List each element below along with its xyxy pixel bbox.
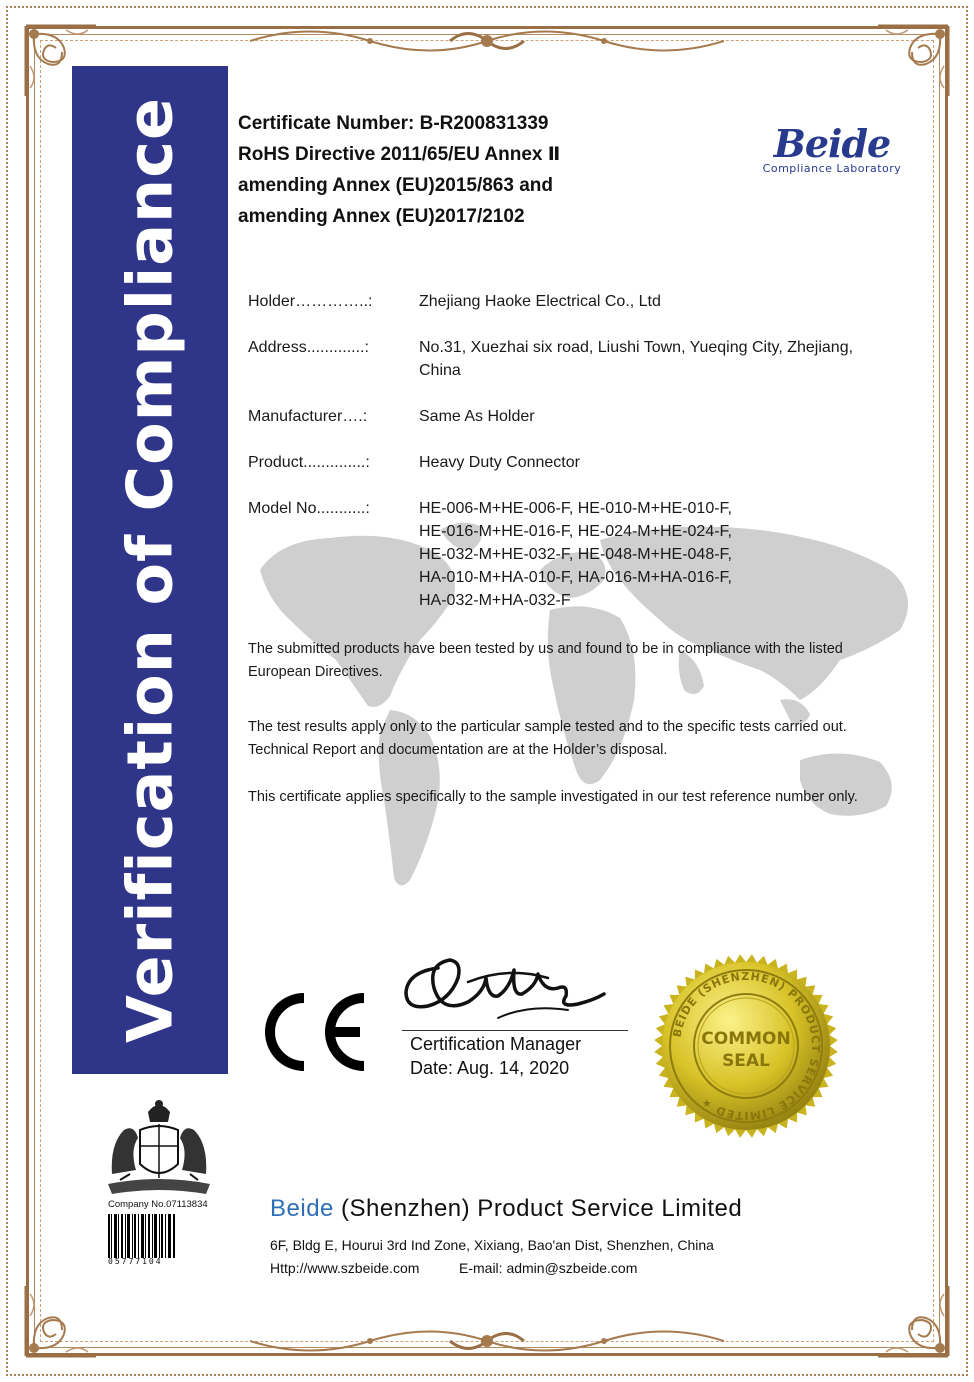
- product-row: [248, 451, 928, 474]
- svg-text:BEIDE (SHENZHEN) PRODUCT SERVI: BEIDE (SHENZHEN) PRODUCT SERVICE LIMITED ★: [670, 969, 823, 1123]
- issue-date: Date: Aug. 14, 2020: [410, 1058, 570, 1078]
- address-line: No.31, Xuezhai six road, Liushi Town, Yueqing City, Zhejiang,: [419, 339, 854, 356]
- compliance-statement: [248, 638, 920, 684]
- scope-statement: [248, 786, 920, 809]
- gold-seal-icon: [652, 952, 840, 1140]
- address-value: [419, 336, 928, 382]
- barcode-digits: 05777104: [108, 1257, 163, 1266]
- issuer-website: Http://www.szbeide.com: [270, 1260, 420, 1276]
- amending-line-1: amending Annex (EU)2015/863 and: [238, 175, 554, 196]
- issuer-name: [270, 1194, 742, 1224]
- manufacturer-label: Manufacturer….:: [248, 408, 368, 425]
- barcode-icon: [108, 1214, 176, 1258]
- paragraph-line: The submitted products have been tested by us and found to be in compliance with the listed: [248, 641, 843, 657]
- address-line: China: [419, 362, 461, 379]
- manufacturer-value: Same As Holder: [419, 408, 535, 425]
- holder-label: Holder…………..:: [248, 293, 373, 310]
- paragraph-line: European Directives.: [248, 664, 383, 680]
- model-line: HE-016-M+HE-016-F, HE-024-M+HE-024-F,: [419, 523, 732, 540]
- coat-of-arms-icon: [100, 1094, 218, 1198]
- bottom-scroll-ornament-icon: [250, 1320, 724, 1362]
- logo-wordmark: Beide: [773, 121, 891, 166]
- ce-mark-icon: [256, 990, 370, 1074]
- product-value: Heavy Duty Connector: [419, 454, 580, 471]
- signature-icon: [398, 948, 610, 1028]
- corner-ornament-icon: [870, 18, 956, 104]
- amending-line-2: amending Annex (EU)2017/2102: [238, 206, 525, 227]
- model-line: HA-032-M+HA-032-F: [419, 592, 571, 609]
- model-value: [419, 497, 928, 612]
- issuer-address: 6F, Bldg E, Hourui 3rd Ind Zone, Xixiang, Bao'an Dist, Shenzhen, China: [270, 1237, 714, 1253]
- directive-line: RoHS Directive 2011/65/EU Annex Ⅱ: [238, 144, 561, 165]
- issuer-brand: Beide: [270, 1195, 334, 1222]
- address-label: Address.............:: [248, 339, 369, 356]
- beide-logo: [752, 121, 912, 180]
- signer-title: Certification Manager: [410, 1034, 582, 1054]
- banner-title-text: Verification of Compliance: [113, 96, 187, 1044]
- company-number: Company No.07113834: [108, 1199, 208, 1210]
- product-label: Product..............:: [248, 454, 370, 471]
- certificate-header: [238, 108, 698, 232]
- holder-row: [248, 290, 928, 313]
- holder-value: Zhejiang Haoke Electrical Co., Ltd: [419, 293, 661, 310]
- top-scroll-ornament-icon: [250, 20, 724, 62]
- logo-subtitle: Compliance Laboratory: [762, 162, 902, 175]
- paragraph-line: This certificate applies specifically to the sample investigated in our test reference number only.: [248, 789, 858, 805]
- paragraph-line: Technical Report and documentation are at the Holder’s disposal.: [248, 742, 668, 758]
- corner-ornament-icon: [18, 1278, 104, 1364]
- corner-ornament-icon: [870, 1278, 956, 1364]
- model-line: HA-010-M+HA-010-F, HA-016-M+HA-016-F,: [419, 569, 732, 586]
- certificate-number: Certificate Number: B-R200831339: [238, 113, 549, 134]
- svg-text:COMMON: COMMON: [701, 1029, 791, 1049]
- signature-line: [402, 1030, 628, 1031]
- certificate-details: [248, 290, 928, 635]
- issuer-email: E-mail: admin@szbeide.com: [459, 1260, 638, 1276]
- manufacturer-row: [248, 405, 928, 428]
- model-row: [248, 497, 928, 612]
- address-row: [248, 336, 928, 382]
- model-line: HE-032-M+HE-032-F, HE-048-M+HE-048-F,: [419, 546, 732, 563]
- svg-text:SEAL: SEAL: [722, 1051, 770, 1071]
- model-line: HE-006-M+HE-006-F, HE-010-M+HE-010-F,: [419, 500, 732, 517]
- test-results-statement: [248, 716, 920, 762]
- issuer-name-rest: (Shenzhen) Product Service Limited: [333, 1195, 743, 1222]
- model-label: Model No...........:: [248, 500, 370, 517]
- paragraph-line: The test results apply only to the particular sample tested and to the specific tests carried out.: [248, 719, 847, 735]
